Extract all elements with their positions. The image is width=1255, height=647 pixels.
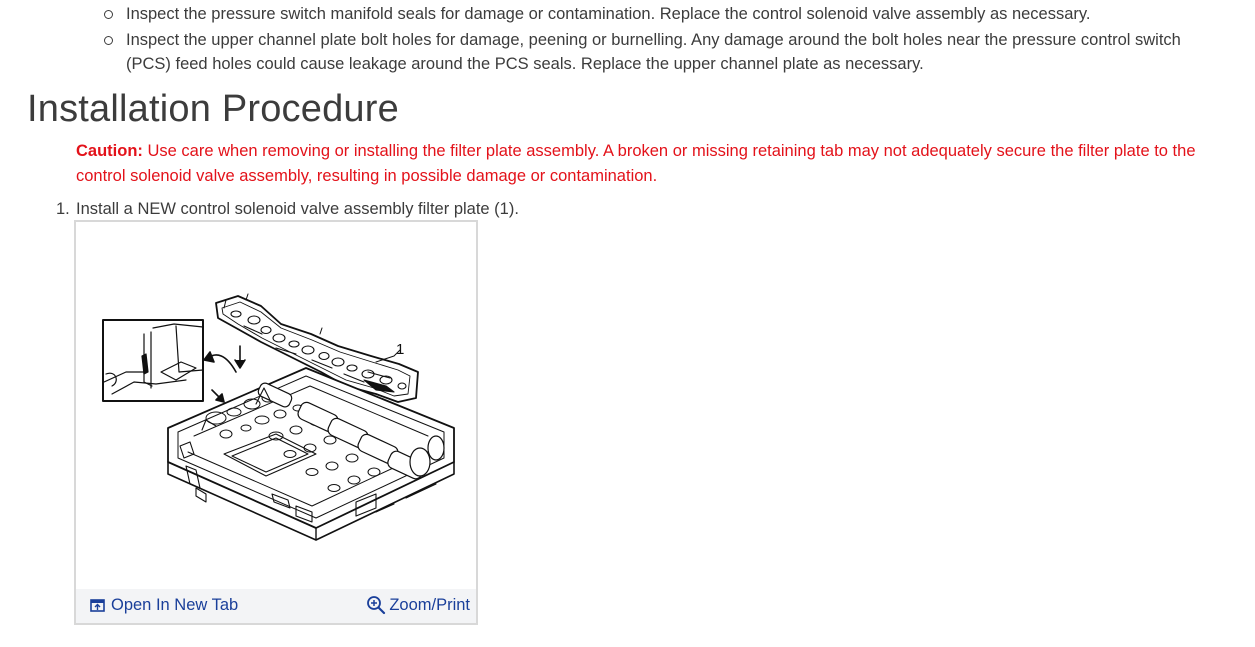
bullet-text: Inspect the upper channel plate bolt holes for damage, peening or burnelling. Any damage around the bolt holes near the pressure control switch (PCS) feed holes could cause leakage around the PCS seals. Replace the upper channel plate as necessary.	[126, 30, 1181, 73]
bullet-item	[104, 2, 1224, 27]
step-number: 1.	[56, 200, 70, 218]
step-text: Install a NEW control solenoid valve assembly filter plate (1).	[76, 200, 519, 218]
zoom-icon	[366, 595, 386, 615]
open-in-new-tab-link[interactable]	[90, 596, 238, 615]
caution-label: Caution:	[76, 142, 143, 160]
callout-label: 1	[396, 341, 405, 358]
bullet-circle-icon	[104, 36, 113, 45]
figure-container	[74, 220, 478, 625]
bullet-text: Inspect the pressure switch manifold seals for damage or contamination. Replace the control solenoid valve assembly as necessary.	[126, 5, 1091, 23]
inspection-bullet-list	[104, 2, 1224, 78]
bullet-circle-icon	[104, 10, 113, 19]
open-in-new-tab-label: Open In New Tab	[111, 596, 239, 614]
figure-toolbar	[76, 589, 476, 623]
caution-note	[76, 139, 1241, 188]
filter-plate-diagram[interactable]	[76, 222, 476, 588]
bullet-item	[104, 28, 1224, 77]
open-new-tab-icon	[90, 599, 105, 612]
zoom-print-label: Zoom/Print	[389, 595, 470, 614]
zoom-print-link[interactable]	[366, 595, 470, 615]
inset-detail	[104, 324, 203, 394]
caution-text: Use care when removing or installing the filter plate assembly. A broken or missing retaining tab may not adequately secure the filter plate to the control solenoid valve assembly, resulting in possible damage or contamination.	[76, 142, 1196, 185]
section-title: Installation Procedure	[27, 88, 399, 130]
step-item	[56, 197, 519, 221]
